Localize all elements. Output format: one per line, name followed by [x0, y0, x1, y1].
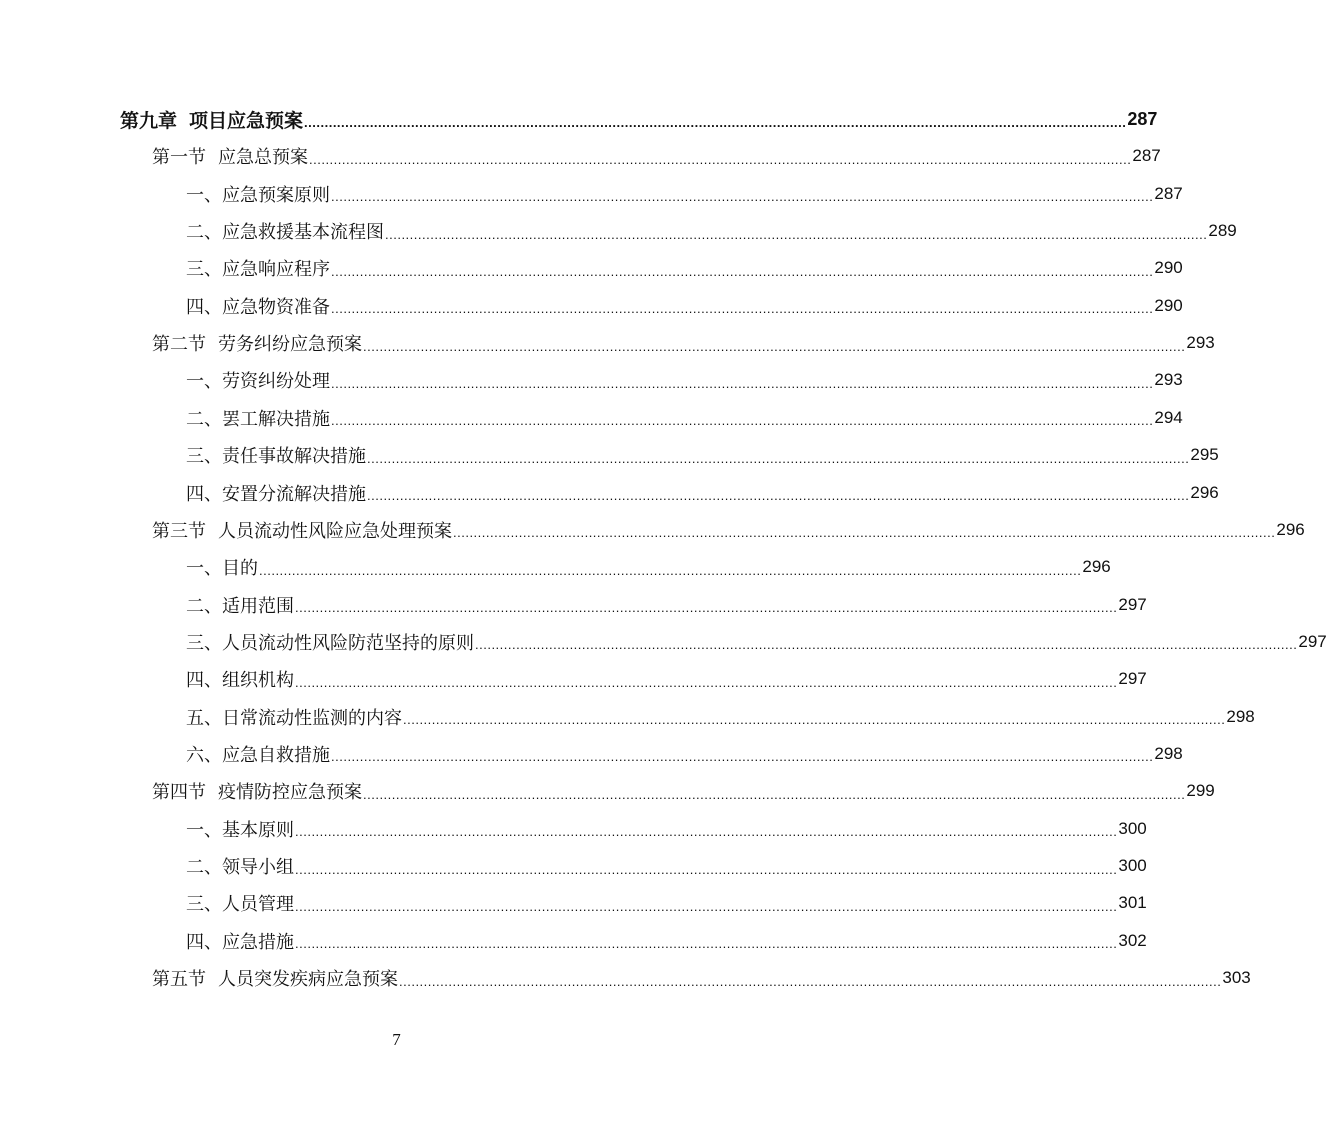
toc-entry-text: 人员流动性风险应急处理预案 — [218, 520, 452, 542]
toc-dot-leader: ........................................................................................................................................................................................................ — [367, 450, 1190, 466]
toc-entry-title — [186, 666, 294, 692]
toc-entry-text: 组织机构 — [222, 670, 294, 692]
toc-page-number: 296 — [1276, 519, 1305, 539]
toc-page-number: 301 — [1118, 893, 1147, 913]
toc-entry-title — [186, 741, 330, 767]
toc-subsection-entry[interactable] — [0, 440, 1219, 470]
toc-page-number: 296 — [1082, 557, 1111, 577]
toc-entry-text: 劳资纠纷处理 — [222, 371, 330, 393]
toc-subsection-entry[interactable] — [0, 702, 1255, 732]
toc-page-number: 300 — [1118, 856, 1147, 875]
toc-entry-title — [186, 704, 402, 730]
toc-subsection-entry[interactable] — [0, 478, 1219, 508]
toc-entry-number: 第四节 — [152, 782, 206, 804]
toc-chapter-entry[interactable] — [0, 104, 1158, 134]
toc-subsection-entry[interactable] — [0, 814, 1147, 844]
toc-section-entry[interactable] — [0, 141, 1161, 171]
toc-dot-leader: ........................................................................................................................................................................................................ — [295, 936, 1118, 952]
toc-entry-number: 四、 — [186, 931, 222, 953]
toc-entry-number: 三、 — [186, 259, 222, 281]
toc-subsection-entry[interactable] — [0, 552, 1111, 582]
toc-entry-title — [186, 816, 294, 842]
toc-entry-text: 项目应急预案 — [189, 109, 304, 132]
toc-page-number: 287 — [1132, 146, 1161, 166]
toc-dot-leader: ........................................................................................................................................................................................................ — [453, 525, 1276, 541]
toc-page-number: 289 — [1208, 221, 1237, 241]
toc-dot-leader: ........................................................................................................................................................................................................ — [295, 861, 1118, 877]
toc-page-number: 303 — [1222, 968, 1251, 988]
toc-page-number: 290 — [1154, 258, 1183, 278]
toc-entry-text: 应急救援基本流程图 — [222, 222, 384, 244]
toc-entry-title — [186, 405, 330, 431]
toc-entry-text: 罢工解决措施 — [222, 408, 330, 430]
toc-subsection-entry[interactable] — [0, 739, 1183, 769]
toc-entry-title — [152, 965, 398, 991]
toc-page-number: 295 — [1190, 445, 1219, 465]
toc-subsection-entry[interactable] — [0, 888, 1147, 918]
toc-entry-title — [186, 293, 330, 319]
toc-section-entry[interactable] — [0, 776, 1215, 806]
toc-dot-leader: ........................................................................................................................................................................................................ — [304, 114, 1127, 130]
toc-entry-text: 领导小组 — [222, 857, 294, 878]
toc-entry-number: 六、 — [186, 744, 222, 766]
toc-dot-leader: ........................................................................................................................................................................................................ — [331, 413, 1154, 429]
toc-entry-text: 适用范围 — [222, 595, 294, 617]
toc-entry-number: 二、 — [186, 595, 222, 617]
toc-entry-text: 应急措施 — [222, 931, 294, 953]
toc-dot-leader: ........................................................................................................................................................................................................ — [295, 898, 1118, 914]
toc-entry-number: 一、 — [186, 184, 222, 206]
page-number: 7 — [392, 1030, 401, 1049]
toc-subsection-entry[interactable] — [0, 179, 1183, 209]
toc-dot-leader: ........................................................................................................................................................................................................ — [331, 749, 1154, 765]
toc-entry-title — [152, 330, 362, 356]
toc-entry-number: 一、 — [186, 819, 222, 841]
toc-entry-text: 人员管理 — [222, 894, 294, 916]
toc-dot-leader: ........................................................................................................................................................................................................ — [363, 338, 1186, 354]
toc-entry-text: 应急自救措施 — [222, 744, 330, 766]
toc-entry-title — [186, 480, 366, 506]
toc-dot-leader: ........................................................................................................................................................................................................ — [403, 712, 1226, 728]
toc-entry-number: 五、 — [186, 707, 222, 729]
toc-subsection-entry[interactable] — [0, 627, 1327, 657]
toc-entry-text: 目的 — [222, 558, 258, 580]
toc-page-number: 296 — [1190, 482, 1219, 502]
toc-page-number: 299 — [1186, 781, 1215, 801]
toc-page-number: 297 — [1298, 631, 1327, 651]
toc-page-number: 297 — [1118, 594, 1147, 614]
toc-subsection-entry[interactable] — [0, 291, 1183, 321]
toc-page-number: 297 — [1118, 669, 1147, 689]
toc-entry-title — [186, 890, 294, 916]
toc-page-number: 294 — [1154, 407, 1183, 427]
toc-dot-leader: ........................................................................................................................................................................................................ — [399, 973, 1222, 989]
toc-dot-leader: ........................................................................................................................................................................................................ — [331, 263, 1154, 279]
toc-entry-title — [186, 181, 330, 207]
toc-entry-text: 日常流动性监测的内容 — [222, 707, 402, 729]
toc-subsection-entry[interactable] — [0, 590, 1147, 620]
toc-subsection-entry[interactable] — [0, 365, 1183, 395]
toc-section-entry[interactable] — [0, 328, 1215, 358]
toc-entry-number: 二、 — [186, 222, 222, 244]
toc-entry-number: 三、 — [186, 894, 222, 916]
toc-page-number: 298 — [1226, 706, 1255, 726]
toc-page-number: 300 — [1118, 818, 1147, 838]
toc-entry-text: 劳务纠纷应急预案 — [218, 334, 362, 356]
toc-entry-number: 第九章 — [120, 109, 178, 132]
toc-page-number: 287 — [1154, 183, 1183, 203]
toc-dot-leader: ........................................................................................................................................................................................................ — [367, 488, 1190, 503]
toc-entry-number: 第一节 — [152, 147, 206, 169]
toc-dot-leader: ........................................................................................................................................................................................................ — [331, 189, 1154, 205]
toc-entry-text: 基本原则 — [222, 819, 294, 841]
toc-page-number: 293 — [1186, 333, 1215, 353]
toc-entry-title — [186, 554, 258, 580]
toc-dot-leader: ........................................................................................................................................................................................................ — [331, 375, 1154, 391]
toc-entry-text: 人员流动性风险防范坚持的原则 — [222, 632, 474, 654]
toc-entry-text: 应急响应程序 — [222, 259, 330, 281]
toc-entry-title — [186, 367, 330, 393]
toc-entry-number: 一、 — [186, 371, 222, 393]
toc-entry-number: 二、 — [186, 408, 222, 430]
toc-entry-text: 安置分流解决措施 — [222, 483, 366, 505]
toc-dot-leader: ........................................................................................................................................................................................................ — [385, 226, 1208, 242]
toc-entry-number: 四、 — [186, 483, 222, 505]
toc-section-entry[interactable] — [0, 963, 1251, 993]
toc-entry-title — [186, 255, 330, 281]
toc-page-number: 298 — [1154, 743, 1183, 763]
toc-dot-leader: ........................................................................................................................................................................................................ — [295, 674, 1118, 690]
toc-entry-title — [186, 629, 474, 655]
toc-entry-title — [152, 517, 452, 543]
toc-dot-leader: ........................................................................................................................................................................................................ — [363, 786, 1186, 802]
toc-subsection-entry[interactable] — [0, 216, 1237, 246]
toc-entry-title — [186, 853, 294, 879]
toc-page-number: 302 — [1118, 930, 1147, 950]
toc-entry-text: 应急预案原则 — [222, 184, 330, 206]
toc-dot-leader: ........................................................................................................................................................................................................ — [309, 151, 1132, 167]
toc-dot-leader: ........................................................................................................................................................................................................ — [295, 824, 1118, 840]
toc-entry-text: 人员突发疾病应急预案 — [218, 969, 398, 991]
toc-entry-number: 第五节 — [152, 969, 206, 991]
toc-dot-leader: ........................................................................................................................................................................................................ — [295, 600, 1118, 616]
toc-entry-text: 应急总预案 — [218, 147, 308, 169]
toc-page-number: 287 — [1127, 108, 1158, 129]
toc-entry-number: 二、 — [186, 857, 222, 878]
toc-entry-title — [186, 592, 294, 618]
toc-entry-title — [186, 218, 384, 244]
toc-entry-number: 三、 — [186, 446, 222, 468]
toc-entry-number: 一、 — [186, 558, 222, 580]
toc-entry-number: 第二节 — [152, 334, 206, 356]
toc-entry-title — [152, 778, 362, 804]
toc-entry-number: 四、 — [186, 296, 222, 318]
toc-subsection-entry[interactable] — [0, 664, 1147, 694]
toc-entry-title — [152, 143, 308, 169]
toc-subsection-entry[interactable] — [0, 851, 1147, 881]
toc-entry-number: 三、 — [186, 632, 222, 654]
toc-entry-text: 疫情防控应急预案 — [218, 782, 362, 804]
toc-entry-text: 责任事故解决措施 — [222, 446, 366, 468]
toc-entry-text: 应急物资准备 — [222, 296, 330, 318]
toc-page-number: 293 — [1154, 370, 1183, 390]
toc-dot-leader: ........................................................................................................................................................................................................ — [331, 301, 1154, 317]
toc-section-entry[interactable] — [0, 515, 1305, 545]
toc-subsection-entry[interactable] — [0, 253, 1183, 283]
toc-dot-leader: ........................................................................................................................................................................................................ — [259, 562, 1082, 578]
toc-entry-number: 四、 — [186, 670, 222, 692]
toc-page-number: 290 — [1154, 295, 1183, 315]
toc-subsection-entry[interactable] — [0, 926, 1147, 956]
toc-subsection-entry[interactable] — [0, 403, 1183, 433]
toc-entry-title — [120, 106, 303, 133]
toc-dot-leader: ........................................................................................................................................................................................................ — [475, 637, 1298, 653]
toc-entry-title — [186, 928, 294, 954]
toc-entry-number: 第三节 — [152, 520, 206, 542]
toc-entry-title — [186, 442, 366, 468]
